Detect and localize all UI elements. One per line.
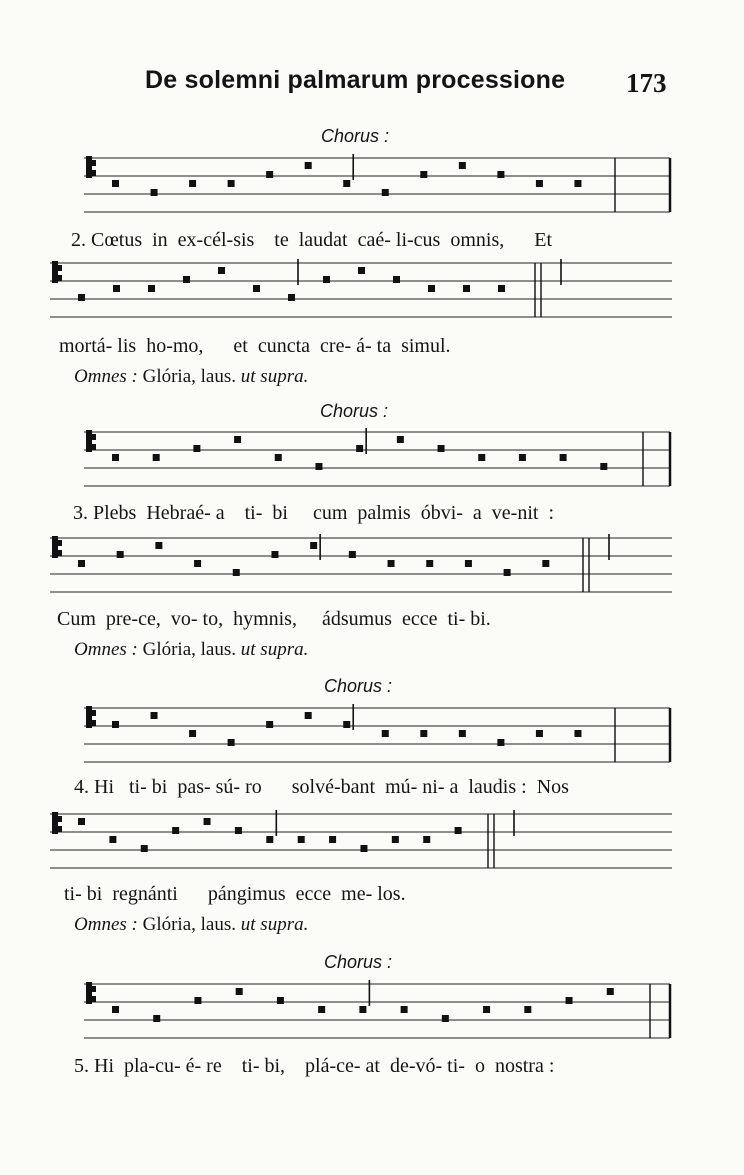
neume-note: [151, 712, 158, 719]
neume-note: [218, 267, 225, 274]
chorus-label: Chorus :: [320, 401, 389, 421]
neume-note: [193, 445, 200, 452]
neume-note: [423, 836, 430, 843]
neume-note: [566, 997, 573, 1004]
neume-note: [359, 1006, 366, 1013]
neume-note: [455, 827, 462, 834]
c-clef-icon: [52, 550, 62, 556]
neume-note: [420, 730, 427, 737]
neume-note: [78, 818, 85, 825]
neume-note: [401, 1006, 408, 1013]
verse-4-line-2: ti- bi regnánti pángimus ecce me- los.: [64, 883, 406, 905]
neume-note: [382, 730, 389, 737]
neume-note: [204, 818, 211, 825]
c-clef-icon: [86, 160, 96, 166]
neume-note: [151, 189, 158, 196]
c-clef-icon: [86, 170, 96, 176]
neume-note: [109, 836, 116, 843]
neume-note: [356, 445, 363, 452]
neume-note: [183, 276, 190, 283]
chorus-label: Chorus :: [321, 126, 390, 146]
neume-note: [459, 730, 466, 737]
neume-note: [194, 560, 201, 567]
neume-note: [497, 171, 504, 178]
omnes-label: Omnes :: [74, 366, 138, 387]
neume-note: [277, 997, 284, 1004]
neume-note: [113, 285, 120, 292]
neume-note: [343, 721, 350, 728]
neume-note: [426, 560, 433, 567]
neume-note: [112, 1006, 119, 1013]
neume-note: [524, 1006, 531, 1013]
c-clef-icon: [86, 710, 96, 716]
neume-note: [148, 285, 155, 292]
neume-note: [117, 551, 124, 558]
neume-note: [235, 827, 242, 834]
neume-note: [155, 542, 162, 549]
neume-note: [78, 294, 85, 301]
neume-note: [271, 551, 278, 558]
verse-4-line-1: 4. Hi ti- bi pas- sú- ro solvé-bant mú- ni- a laudis : Nos: [74, 776, 569, 798]
neume-note: [194, 997, 201, 1004]
omnes-label: Omnes :: [74, 914, 138, 935]
neume-note: [315, 463, 322, 470]
neume-note: [310, 542, 317, 549]
neume-note: [465, 560, 472, 567]
neume-note: [542, 560, 549, 567]
omnes-suffix: ut supra.: [240, 366, 309, 387]
c-clef-icon: [52, 540, 62, 546]
c-clef-icon: [86, 986, 96, 992]
neume-note: [266, 836, 273, 843]
omnes-text: Glória, laus.: [142, 914, 237, 935]
neume-note: [393, 276, 400, 283]
neume-note: [536, 180, 543, 187]
neume-note: [329, 836, 336, 843]
neume-note: [189, 180, 196, 187]
chorus-label: Chorus :: [324, 676, 393, 696]
c-clef-icon: [52, 826, 62, 832]
neume-note: [172, 827, 179, 834]
neume-note: [298, 836, 305, 843]
neume-note: [358, 267, 365, 274]
neume-note: [607, 988, 614, 995]
neume-note: [253, 285, 260, 292]
neume-note: [442, 1015, 449, 1022]
neume-note: [228, 180, 235, 187]
c-clef-icon: [86, 434, 96, 440]
neume-note: [600, 463, 607, 470]
neume-note: [305, 712, 312, 719]
verse-5-line-1: 5. Hi pla-cu- é- re ti- bi, plá-ce- at de-vó- ti- o nostra :: [74, 1055, 555, 1077]
neume-note: [349, 551, 356, 558]
omnes-label: Omnes :: [74, 639, 138, 660]
neume-note: [323, 276, 330, 283]
neume-note: [504, 569, 511, 576]
neume-note: [288, 294, 295, 301]
neume-note: [266, 171, 273, 178]
neume-note: [483, 1006, 490, 1013]
neume-note: [397, 436, 404, 443]
verse-3-line-2: Cum pre-ce, vo- to, hymnis, ádsumus ecce ti- bi.: [57, 608, 491, 630]
neume-note: [236, 988, 243, 995]
neume-note: [574, 180, 581, 187]
neume-note: [388, 560, 395, 567]
neume-note: [343, 180, 350, 187]
neume-note: [463, 285, 470, 292]
chorus-label: Chorus :: [324, 952, 393, 972]
neume-note: [112, 721, 119, 728]
neume-note: [360, 845, 367, 852]
neume-note: [478, 454, 485, 461]
neume-note: [153, 454, 160, 461]
neume-note: [112, 180, 119, 187]
neume-note: [266, 721, 273, 728]
c-clef-icon: [86, 720, 96, 726]
neume-note: [574, 730, 581, 737]
c-clef-icon: [52, 265, 62, 271]
neume-note: [318, 1006, 325, 1013]
neume-note: [275, 454, 282, 461]
neume-note: [392, 836, 399, 843]
neume-note: [428, 285, 435, 292]
neume-note: [233, 569, 240, 576]
neume-note: [497, 739, 504, 746]
neume-note: [420, 171, 427, 178]
c-clef-icon: [52, 275, 62, 281]
neume-note: [305, 162, 312, 169]
neume-note: [234, 436, 241, 443]
neume-note: [560, 454, 567, 461]
neume-note: [112, 454, 119, 461]
neume-note: [228, 739, 235, 746]
neume-note: [153, 1015, 160, 1022]
omnes-suffix: ut supra.: [240, 639, 309, 660]
neume-note: [189, 730, 196, 737]
neume-note: [519, 454, 526, 461]
neume-note: [438, 445, 445, 452]
neume-note: [536, 730, 543, 737]
page-title: De solemni palmarum processione: [145, 66, 566, 94]
neume-note: [382, 189, 389, 196]
verse-2-line-2: mortá- lis ho-mo, et cuncta cre- á- ta simul.: [59, 335, 451, 357]
c-clef-icon: [52, 816, 62, 822]
neume-note: [498, 285, 505, 292]
omnes-suffix: ut supra.: [240, 914, 309, 935]
neume-note: [141, 845, 148, 852]
neume-note: [459, 162, 466, 169]
neume-note: [78, 560, 85, 567]
c-clef-icon: [86, 996, 96, 1002]
verse-3-line-1: 3. Plebs Hebraé- a ti- bi cum palmis óbvi- a ve-nit :: [73, 502, 555, 524]
page-number: 173: [626, 68, 667, 98]
omnes-text: Glória, laus.: [142, 639, 237, 660]
verse-2-line-1: 2. Cœtus in ex-cél-sis te laudat caé- li-cus omnis, Et: [71, 229, 553, 251]
c-clef-icon: [86, 444, 96, 450]
omnes-text: Glória, laus.: [142, 366, 237, 387]
